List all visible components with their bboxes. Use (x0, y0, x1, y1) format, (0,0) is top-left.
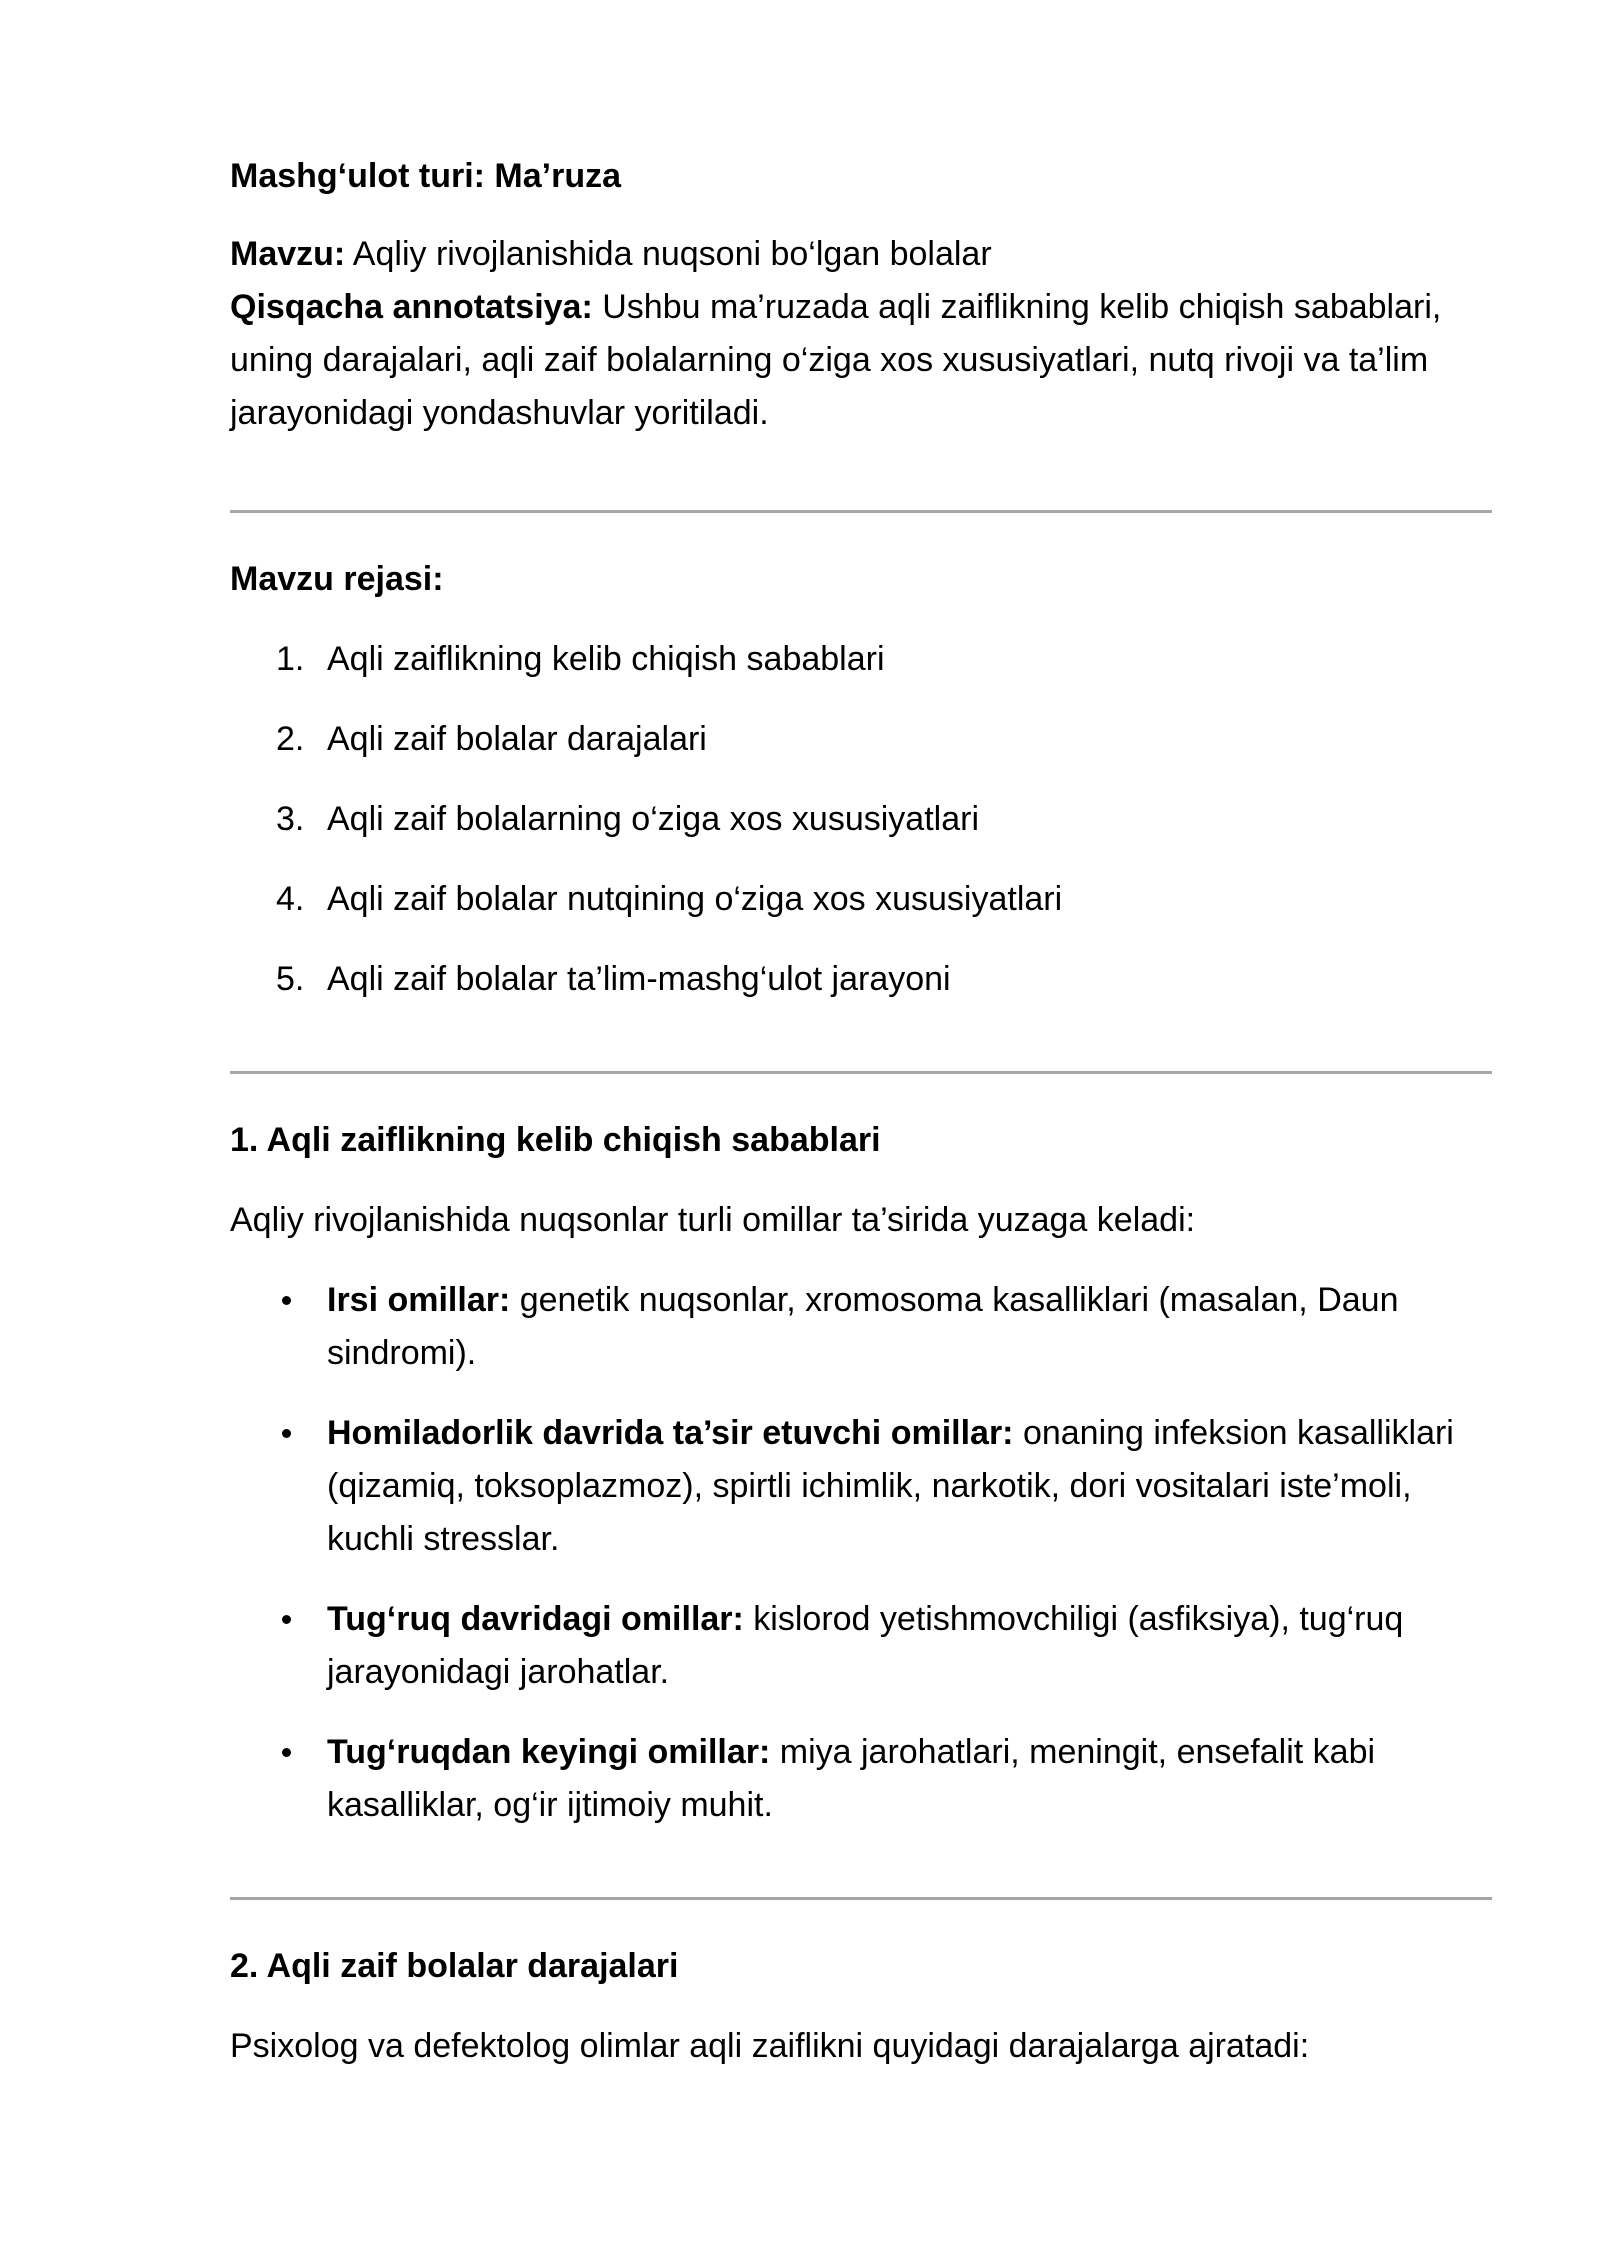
plan-item-number: 4. (276, 880, 305, 918)
cause-label: Tug‘ruq davridagi omillar: (327, 1600, 744, 1638)
plan-item (230, 713, 1492, 766)
plan-item-number: 2. (276, 720, 305, 758)
cause-item (230, 1593, 1492, 1699)
plan-item (230, 793, 1492, 846)
horizontal-divider (230, 1071, 1492, 1074)
topic-label: Mavzu: (230, 235, 346, 273)
section1-title: 1. Aqli zaiflikning kelib chiqish sabablari (230, 1121, 881, 1159)
horizontal-divider (230, 1897, 1492, 1900)
plan-item-text: Aqli zaif bolalar ta’lim-mashg‘ulot jarayoni (327, 960, 951, 998)
cause-item (230, 1407, 1492, 1566)
bullet-dot (282, 1748, 291, 1757)
plan-item (230, 873, 1492, 926)
topic-value: Aqliy rivojlanishida nuqsoni bo‘lgan bolalar (345, 235, 992, 273)
bullet-dot (282, 1296, 291, 1305)
plan-list (230, 633, 1492, 1006)
cause-item (230, 1274, 1492, 1380)
plan-item-text: Aqli zaif bolalar nutqining o‘ziga xos xususiyatlari (327, 880, 1063, 918)
topic-line (230, 228, 1492, 281)
section1-intro: Aqliy rivojlanishida nuqsonlar turli omillar ta’sirida yuzaga keladi: (230, 1201, 1196, 1239)
annotation-paragraph (230, 281, 1492, 440)
annotation-label: Qisqacha annotatsiya: (230, 288, 593, 326)
section2-title: 2. Aqli zaif bolalar darajalari (230, 1947, 679, 1985)
causes-list (230, 1274, 1492, 1832)
plan-item-number: 3. (276, 800, 305, 838)
plan-title: Mavzu rejasi: (230, 560, 444, 598)
plan-item (230, 953, 1492, 1006)
cause-label: Tug‘ruqdan keyingi omillar: (327, 1733, 771, 1771)
bullet-dot (282, 1429, 291, 1438)
bullet-dot (282, 1615, 291, 1624)
plan-item-text: Aqli zaif bolalarning o‘ziga xos xususiyatlari (327, 800, 979, 838)
plan-item-text: Aqli zaiflikning kelib chiqish sabablari (327, 640, 885, 678)
cause-text: genetik nuqsonlar, xromosoma kasalliklari (masalan, Daun sindromi). (327, 1281, 1399, 1372)
plan-item (230, 633, 1492, 686)
annotation-text: Ushbu ma’ruzada aqli zaiflikning kelib chiqish sabablari, uning darajalari, aqli zaif bolalarning o‘ziga xos xususiyatlari, nutq rivoji va ta’lim jarayonidagi yondashuvlar yoritiladi. (230, 288, 1442, 432)
section2-intro: Psixolog va defektolog olimlar aqli zaiflikni quyidagi darajalarga ajratadi: (230, 2027, 1310, 2065)
plan-item-number: 1. (276, 640, 305, 678)
document-page (230, 150, 1492, 2073)
plan-item-number: 5. (276, 960, 305, 998)
cause-text: onaning infeksion kasalliklari (qizamiq, toksoplazmoz), spirtli ichimlik, narkotik, dori vositalari iste’moli, kuchli stresslar. (327, 1414, 1454, 1558)
cause-item (230, 1726, 1492, 1832)
cause-label: Irsi omillar: (327, 1281, 511, 1319)
cause-text: kislorod yetishmovchiligi (asfiksiya), tug‘ruq jarayonidagi jarohatlar. (327, 1600, 1404, 1691)
session-type-heading: Mashg‘ulot turi: Ma’ruza (230, 157, 621, 195)
horizontal-divider (230, 510, 1492, 513)
cause-label: Homiladorlik davrida ta’sir etuvchi omillar: (327, 1414, 1014, 1452)
plan-item-text: Aqli zaif bolalar darajalari (327, 720, 707, 758)
cause-text: miya jarohatlari, meningit, ensefalit kabi kasalliklar, og‘ir ijtimoiy muhit. (327, 1733, 1376, 1824)
